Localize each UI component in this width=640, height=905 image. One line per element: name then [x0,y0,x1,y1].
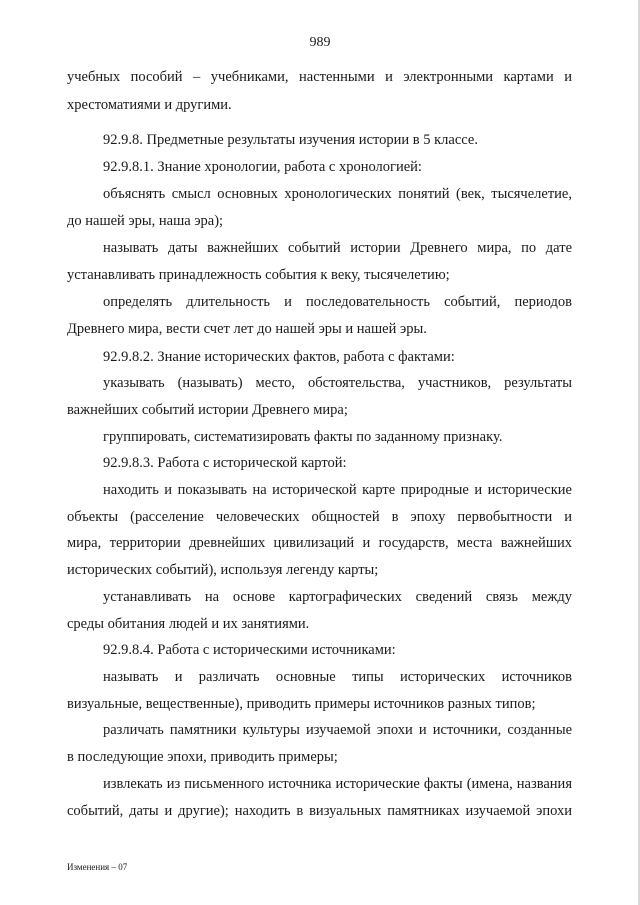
text-line: Древнего мира, вести счет лет до нашей эры и нашей эры. [67,321,427,337]
page-number: 989 [309,35,331,50]
text-line: 92.9.8.1. Знание хронологии, работа с хронологией: [103,159,422,175]
text-line: до нашей эры, наша эра); [67,213,224,229]
text-line: группировать, систематизировать факты по заданному признаку. [103,429,503,445]
footer-revision-note: Изменения – 07 [67,862,128,872]
text-line: различать памятники культуры изучаемой эпохи и источники, созданные [103,722,572,738]
text-line: среды обитания людей и их занятиями. [67,616,310,632]
text-line: визуальные, вещественные), приводить примеры источников разных типов; [67,696,536,712]
text-line: объяснять смысл основных хронологических понятий (век, тысячелетие, [103,186,572,202]
text-line: называть и различать основные типы исторических источников [103,669,572,685]
text-line: 92.9.8. Предметные результаты изучения истории в 5 классе. [103,132,478,148]
text-line: хрестоматиями и другими. [67,97,232,113]
text-line: указывать (называть) место, обстоятельства, участников, результаты [103,375,572,391]
text-line: в последующие эпохи, приводить примеры; [67,749,338,765]
text-line: мира, территории древнейших цивилизаций и государств, места важнейших [67,535,572,551]
text-line: важнейших событий истории Древнего мира; [67,402,348,418]
text-line: 92.9.8.4. Работа с историческими источниками: [103,642,396,658]
text-line: исторических событий), используя легенду карты; [67,562,379,578]
text-line: 92.9.8.2. Знание исторических фактов, работа с фактами: [103,349,455,365]
text-line: находить и показывать на исторической карте природные и исторические [103,482,572,498]
text-line: объекты (расселение человеческих общностей в эпоху первобытности и [67,509,572,525]
text-line: устанавливать на основе картографических сведений связь между [103,589,572,605]
text-line: учебных пособий – учебниками, настенными и электронными картами и [67,69,572,85]
text-line: извлекать из письменного источника исторические факты (имена, названия [103,776,572,792]
text-line: устанавливать принадлежность события к веку, тысячелетию; [67,267,450,283]
text-line: определять длительность и последовательность событий, периодов [103,294,572,310]
text-line: 92.9.8.3. Работа с исторической картой: [103,455,347,471]
text-line: называть даты важнейших событий истории Древнего мира, по дате [103,240,572,256]
text-line: событий, даты и другие); находить в визуальных памятниках изучаемой эпохи [67,803,572,819]
